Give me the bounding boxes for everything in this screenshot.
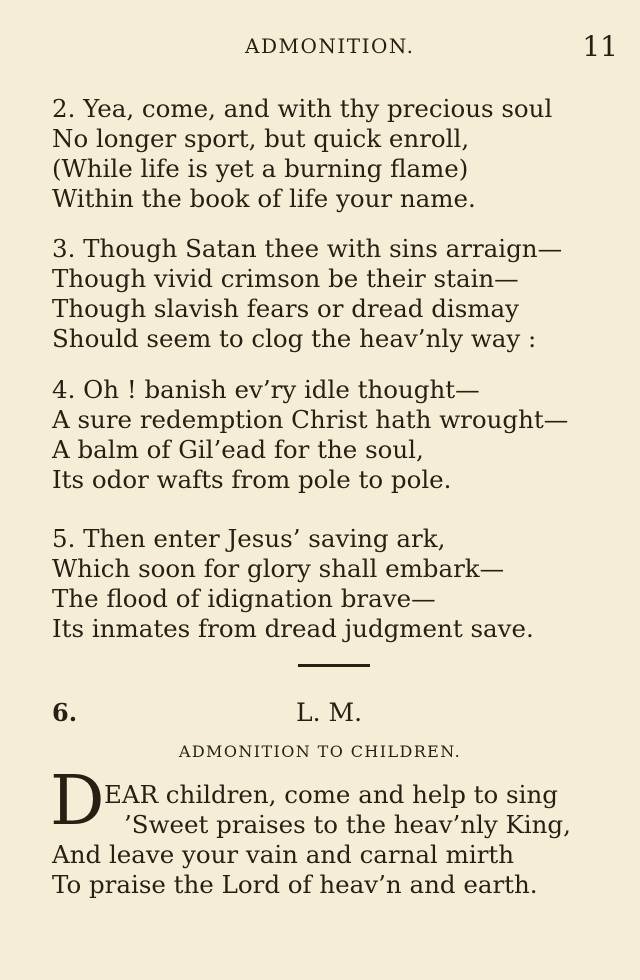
verse-line: Which soon for glory shall embark— [52, 554, 505, 583]
page-number: 11 [582, 30, 618, 63]
stanza-2 [52, 94, 552, 214]
verse-line: Its inmates from dread judgment save. [52, 614, 534, 643]
verse-line: A sure redemption Christ hath wrought— [52, 405, 569, 434]
verse-line: 5. Then enter Jesus’ saving ark, [52, 524, 446, 553]
verse-line: Should seem to clog the heav’nly way : [52, 324, 537, 353]
verse-line: Within the book of life your name. [52, 184, 476, 213]
verse-line: A balm of Gil’ead for the soul, [52, 435, 424, 464]
verse-line: 4. Oh ! banish ev’ry idle thought— [52, 375, 480, 404]
verse-line: 3. Though Satan thee with sins arraign— [52, 234, 563, 263]
verse-line: (While life is yet a burning flame) [52, 154, 469, 183]
verse-line: 2. Yea, come, and with thy precious soul [52, 94, 553, 123]
stanza-4 [52, 375, 568, 495]
verse-line: The flood of idignation brave— [52, 584, 436, 613]
hymn-line: EAR children, come and help to sing [104, 780, 558, 809]
verse-line: Its odor wafts from pole to pole. [52, 465, 452, 494]
hymn-number: 6. [52, 698, 78, 727]
verse-line: Though slavish fears or dread dismay [52, 294, 519, 323]
hymn-line: And leave your vain and carnal mirth [52, 840, 515, 869]
stanza-5 [52, 524, 534, 644]
stanza-3 [52, 234, 562, 354]
verse-line: Though vivid crimson be their stain— [52, 264, 519, 293]
running-title: ADMONITION. [245, 34, 415, 58]
verse-line: No longer sport, but quick enroll, [52, 124, 470, 153]
hymn-title: ADMONITION TO CHILDREN. [178, 742, 462, 761]
section-divider [298, 664, 370, 667]
hymn-line: To praise the Lord of heav’n and earth. [52, 870, 538, 899]
hymn-meter: L. M. [296, 698, 363, 727]
drop-cap: D [50, 762, 105, 841]
hymn-line: ’Sweet praises to the heav’nly King, [124, 810, 571, 839]
